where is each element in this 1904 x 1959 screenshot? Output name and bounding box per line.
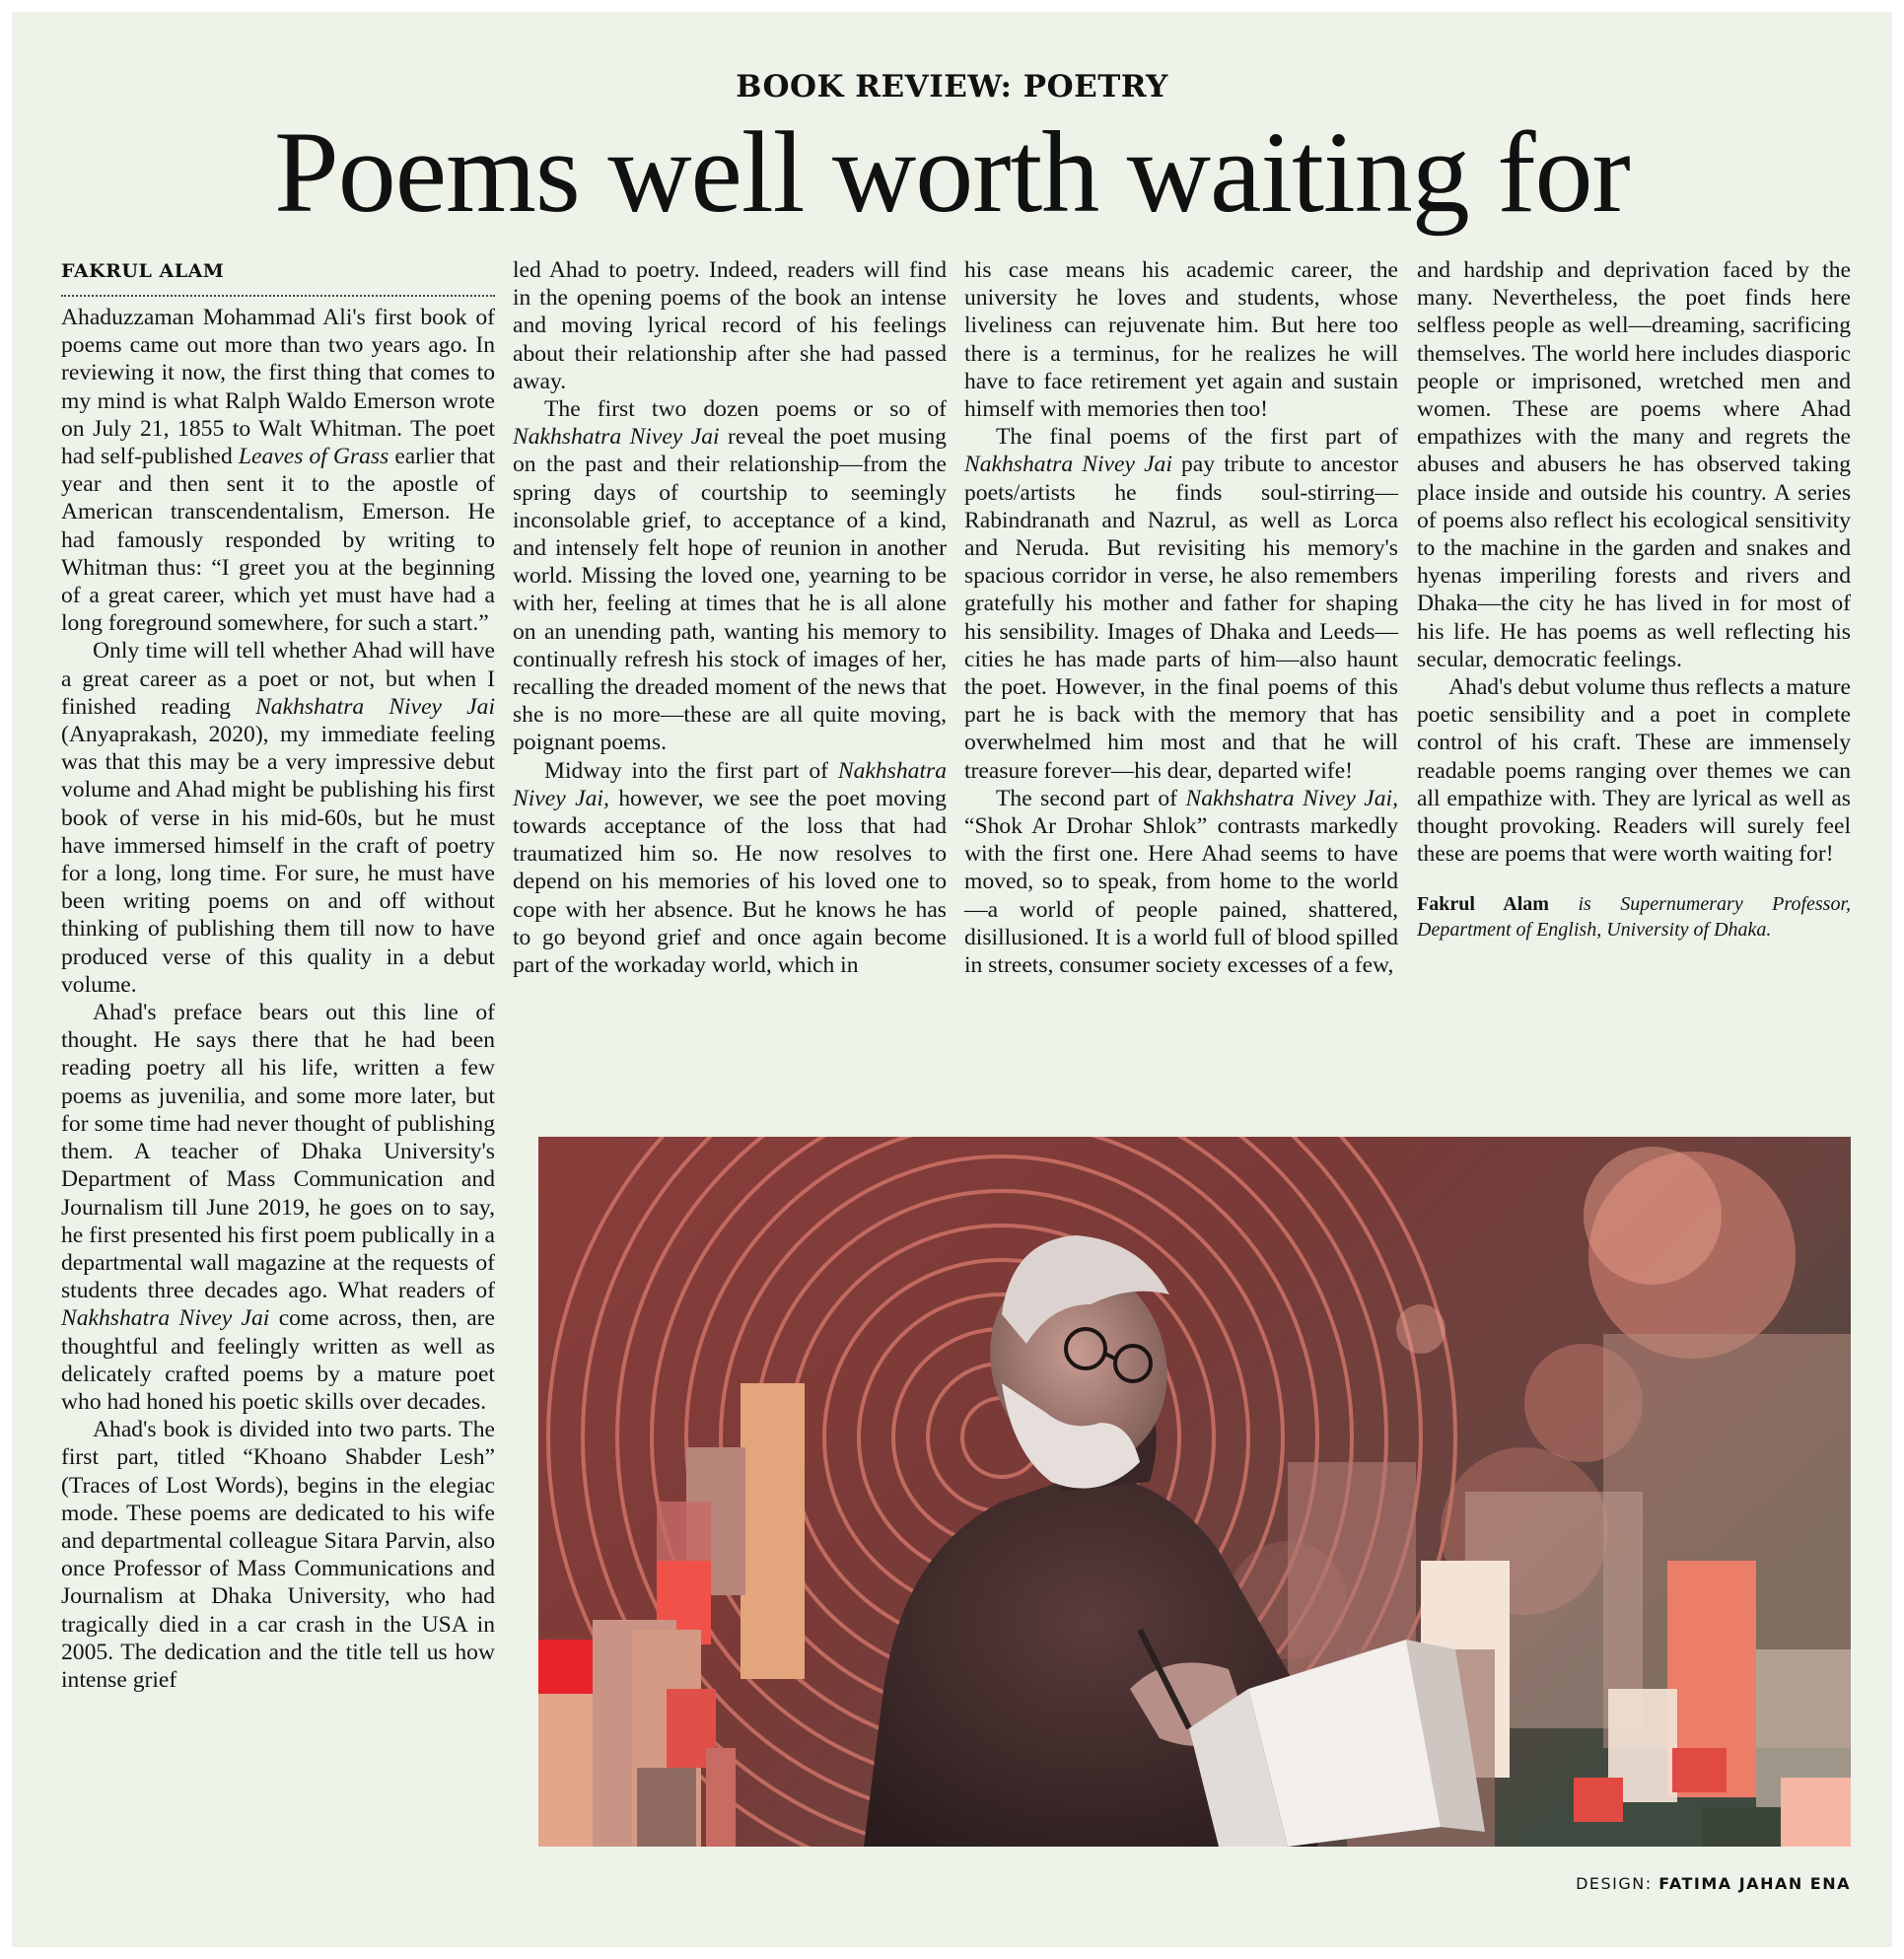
paragraph: Ahad's preface bears out this line of thought. He says there that he had been reading poetry all his life, written a few poems as juvenilia, and some more later, but for some time had never thought of publishing them. A teacher of Dhaka University's Department of Mass Communication and Journalism till June 2019, he goes on to say, he first presented his first poem publically in a departmental wall magazine at the requests of students three decades ago. What readers of Nakhshatra Nivey Jai come across, then, are thoughtful and feelingly written as well as delicately crafted poems by a mature poet who had honed his poetic skills over decades.: [61, 1000, 495, 1415]
paragraph: The second part of Nakhshatra Nivey Jai, “Shok Ar Drohar Shlok” contrasts markedly with the first one. Here Ahad seems to have moved, so to speak, from home to the world—a world of people pained, shattered, disillusioned. It is a world full of blood spilled in streets, consumer society excesses of a few,: [964, 785, 1398, 979]
collage-artwork: [538, 1137, 1851, 1847]
paragraph: led Ahad to poetry. Indeed, readers will find in the opening poems of the book an intense and moving lyrical record of his feelings about their relationship after she had passed away.: [513, 257, 947, 394]
paragraph: his case means his academic career, the university he loves and students, whose liveliness can rejuvenate him. But here too there is a terminus, for he realizes he will have to face retirement yet again and sustain himself with memories then too!: [964, 257, 1398, 423]
paragraph: The first two dozen poems or so of Nakhshatra Nivey Jai reveal the poet musing on the past and their relationship—from the spring days of courtship to seemingly inconsolable grief, to acceptance of a kind, and intensely felt hope of reunion in another world. Missing the loved one, yearning to be with her, feeling at times that he is all alone on an unending path, wanting his memory to continually refresh his stock of images of her, recalling the dreaded moment of the news that she is no more—these are all quite moving, poignant poems.: [513, 396, 947, 756]
section-kicker: BOOK REVIEW: POETRY: [736, 69, 1168, 105]
paragraph: Midway into the first part of Nakhshatra Nivey Jai, however, we see the poet moving towards acceptance of the loss that had traumatized him so. He now resolves to depend on his memories of his loved one to cope with her absence. But he knows he has to go beyond grief and once again become part of the workaday world, which in: [513, 757, 947, 979]
headline: Poems well worth waiting for: [274, 107, 1630, 237]
paragraph: Ahad's book is divided into two parts. The first part, titled “Khoano Shabder Lesh” (Traces of Lost Words), begins in the elegiac mode. These poems are dedicated to his wife and departmental colleague Sitara Parvin, also once Professor of Mass Communications and Journalism at Dhaka University, who had tragically died in a car crash in the USA in 2005. The dedication and the title tell us how intense grief: [61, 1417, 495, 1693]
design-credit: DESIGN: FATIMA JAHAN ENA: [1576, 1874, 1851, 1893]
author-bio: Fakrul Alam is Supernumerary Professor, Department of English, University of Dhaka.: [1417, 893, 1852, 942]
paragraph: Ahaduzzaman Mohammad Ali's first book of poems came out more than two years ago. In reviewing it now, the first thing that comes to my mind is what Ralph Waldo Emerson wrote on July 21, 1855 to Walt Whitman. The poet had self-published Leaves of Grass earlier that year and then sent it to the apostle of American transcendentalism, Emerson. He had famously responded by writing to Whitman thus: “I greet you at the beginning of a great career, which yet must have had a long foreground somewhere, for such a start.”: [61, 305, 495, 637]
article-column-4: [1417, 256, 1851, 943]
article-column-1: [61, 304, 495, 1861]
paragraph: and hardship and deprivation faced by the many. Nevertheless, the poet finds here selfless people as well—dreaming, sacrificing themselves. The world here includes diasporic people or imprisoned, wretched men and women. These are poems where Ahad empathizes with the many and regrets the abuses and abusers he has observed taking place inside and outside his country. A series of poems also reflect his ecological sensitivity to the machine in the garden and snakes and hyenas imperiling forests and rivers and Dhaka—the city he has lived in for most of his life. He has poems as well reflecting his secular, democratic feelings.: [1417, 257, 1851, 672]
paragraph: Only time will tell whether Ahad will have a great career as a poet or not, but when I finished reading Nakhshatra Nivey Jai (Anyaprakash, 2020), my immediate feeling was that this may be a very impressive debut volume and Ahad might be publishing his first book of verse in his mid-60s, but he must have immersed himself in the craft of poetry for a long, long time. For sure, he must have been writing poems on and off without thinking of publishing them till now to have produced verse of this quality in a debut volume.: [61, 638, 495, 998]
byline-divider: [61, 295, 495, 297]
poet-illustration: [538, 1137, 1851, 1847]
article-column-3: [964, 256, 1398, 979]
article-column-2: [513, 256, 947, 979]
author-name: Fakrul Alam: [1417, 893, 1549, 916]
article-page: [12, 12, 1892, 1947]
paragraph: Ahad's debut volume thus reflects a mature poetic sensibility and a poet in complete control of his craft. These are immensely readable poems ranging over themes we can all empathize with. They are lyrical as well as thought provoking. Readers will surely feel these are poems that were worth waiting for!: [1417, 674, 1851, 868]
byline: FAKRUL ALAM: [61, 260, 225, 282]
paragraph: The final poems of the first part of Nakhshatra Nivey Jai pay tribute to ancestor poets/artists he finds soul-stirring—Rabindranath and Nazrul, as well as Lorca and Neruda. But revisiting his memory's spacious corridor in verse, he also remembers gratefully his mother and father for shaping his sensibility. Images of Dhaka and Leeds—cities he has made parts of him—also haunt the poet. However, in the final poems of this part he is back with the memory that has overwhelmed him most and that he will treasure forever—his dear, departed wife!: [964, 424, 1398, 784]
